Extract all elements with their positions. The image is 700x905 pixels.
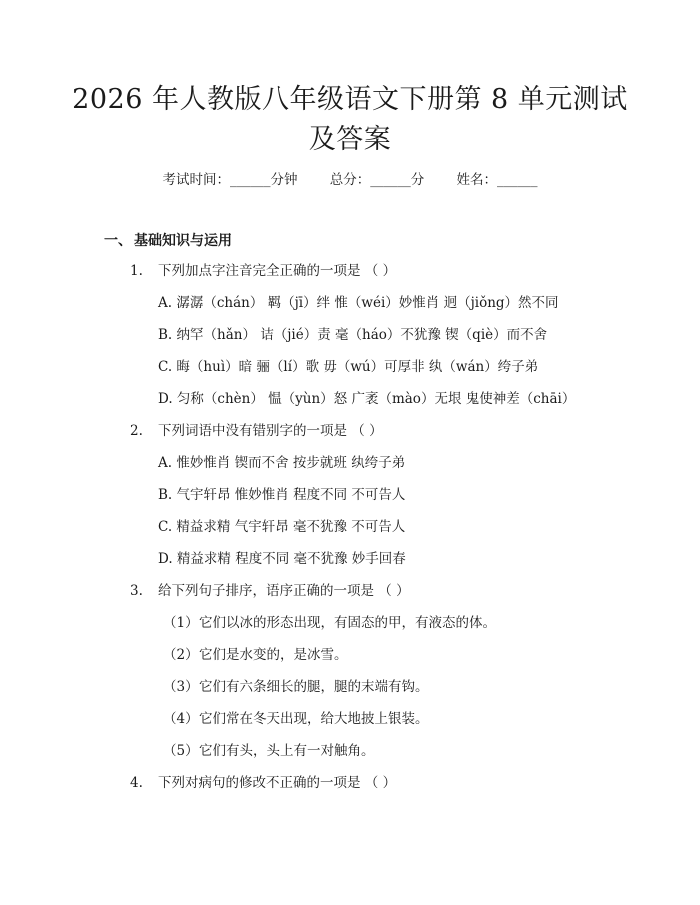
question-number: 3. [130, 583, 143, 599]
q2-option-c: C. 精益求精 气宇轩昂 毫不犹豫 不可告人 [158, 519, 406, 535]
sentence-number: （3） [163, 679, 199, 695]
q2-option-d: D. 精益求精 程度不同 毫不犹豫 妙手回春 [158, 551, 406, 567]
section-heading [104, 230, 232, 250]
q3-sentence-1 [163, 614, 496, 632]
exam-time-blank: ______ [229, 172, 271, 188]
q2-option-b: B. 气宇轩昂 惟妙惟肖 程度不同 不可告人 [158, 487, 406, 503]
total-score [330, 172, 425, 188]
question-text: 给下列句子排序，语序正确的一项是 （ ） [158, 583, 410, 599]
title-line-2: 及答案 [308, 124, 392, 155]
question-number: 4. [130, 775, 143, 791]
section-title: 基础知识与运用 [134, 233, 232, 249]
q3-sentence-4 [163, 710, 429, 728]
question-text: 下列对病句的修改不正确的一项是 （ ） [158, 775, 397, 791]
exam-time-label: 考试时间： [162, 172, 230, 188]
question-text: 下列词语中没有错别字的一项是 （ ） [158, 423, 383, 439]
sentence-text: 它们有六条细长的腿，腿的末端有钩。 [199, 679, 429, 695]
student-name [457, 172, 538, 188]
question-number: 2. [130, 423, 143, 439]
question-1 [130, 262, 396, 280]
exam-time-unit: 分钟 [270, 172, 298, 188]
question-text: 下列加点字注音完全正确的一项是 （ ） [158, 263, 397, 279]
title-line-1: 2026 年人教版八年级语文下册第 8 单元测试 [72, 84, 628, 115]
question-2 [130, 422, 383, 440]
question-4 [130, 774, 396, 792]
q1-option-c: C. 晦（huì）暗 骊（lí）歌 毋（wú）可厚非 纨（wán）绔子弟 [158, 359, 539, 375]
section-number: 一、 [104, 233, 132, 249]
q1-option-a: A. 潺潺（chán） 羁（jī）绊 惟（wéi）妙惟肖 迥（jiǒng）然不同 [158, 295, 559, 311]
sentence-number: （5） [163, 743, 199, 759]
exam-info-line [0, 168, 700, 188]
q3-sentence-5 [163, 742, 375, 760]
sentence-text: 它们有头，头上有一对触角。 [199, 743, 375, 759]
total-score-unit: 分 [410, 172, 425, 188]
exam-time [162, 172, 297, 188]
sentence-number: （2） [163, 647, 199, 663]
total-score-label: 总分： [329, 172, 371, 188]
total-score-blank: ______ [370, 172, 411, 188]
question-3 [130, 582, 410, 600]
document-title [60, 80, 640, 160]
q3-sentence-3 [163, 678, 429, 696]
question-number: 1. [130, 263, 143, 279]
student-name-blank: ______ [497, 172, 538, 188]
sentence-text: 它们常在冬天出现，给大地披上银装。 [199, 711, 429, 727]
sentence-text: 它们是水变的，是冰雪。 [199, 647, 348, 663]
q1-option-b: B. 纳罕（hǎn） 诘（jié）责 毫（háo）不犹豫 锲（qiè）而不舍 [158, 327, 548, 343]
student-name-label: 姓名： [456, 172, 498, 188]
sentence-number: （4） [163, 711, 199, 727]
sentence-number: （1） [163, 615, 199, 631]
sentence-text: 它们以冰的形态出现，有固态的甲，有液态的体。 [199, 615, 496, 631]
q3-sentence-2 [163, 646, 348, 664]
q1-option-d: D. 匀称（chèn） 愠（yùn）怒 广袤（mào）无垠 鬼使神差（chāi） [158, 391, 576, 407]
q2-option-a: A. 惟妙惟肖 锲而不舍 按步就班 纨绔子弟 [158, 455, 406, 471]
